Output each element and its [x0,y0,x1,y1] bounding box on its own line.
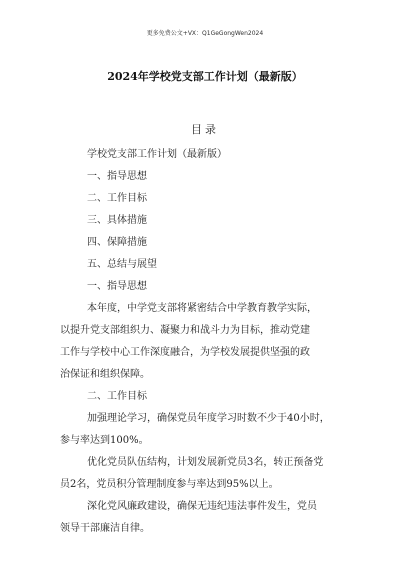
paragraph-line: 优化党员队伍结构，计划发展新党员3名，转正预备党 [87,457,324,468]
toc-item: 学校党支部工作计划（最新版） [87,149,227,160]
paragraph-line: 深化党风廉政建设，确保无违纪违法事件发生，党员 [87,501,317,512]
paragraph-line: 治保证和组织保障。 [60,369,150,380]
section-heading: 一、指导思想 [87,281,147,292]
document-title: 2024年学校党支部工作计划（最新版） [107,70,303,83]
paragraph-line: 以提升党支部组织力、凝聚力和战斗力为目标，推动党建 [60,325,310,336]
paragraph-line: 员2名，党员积分管理制度参与率达到95%以上。 [60,479,279,490]
section-heading: 二、工作目标 [87,391,147,402]
paragraph-line: 参与率达到100%。 [60,435,149,446]
toc-item: 五、总结与展望 [87,259,157,270]
toc-item: 四、保障措施 [87,237,147,248]
paragraph-line: 本年度，中学党支部将紧密结合中学教育教学实际， [87,303,317,314]
paragraph-line: 领导干部廉洁自律。 [60,523,150,534]
toc-item: 三、具体措施 [87,215,147,226]
toc-item: 一、指导思想 [87,171,147,182]
paragraph-line: 工作与学校中心工作深度融合，为学校发展提供坚强的政 [60,347,310,358]
toc-heading: 目录 [191,123,219,136]
watermark-header: 更多免费公文+VX：Q1GeGongWen2024 [146,30,264,37]
paragraph-line: 加强理论学习，确保党员年度学习时数不少于40小时， [87,413,330,424]
toc-item: 二、工作目标 [87,193,147,204]
